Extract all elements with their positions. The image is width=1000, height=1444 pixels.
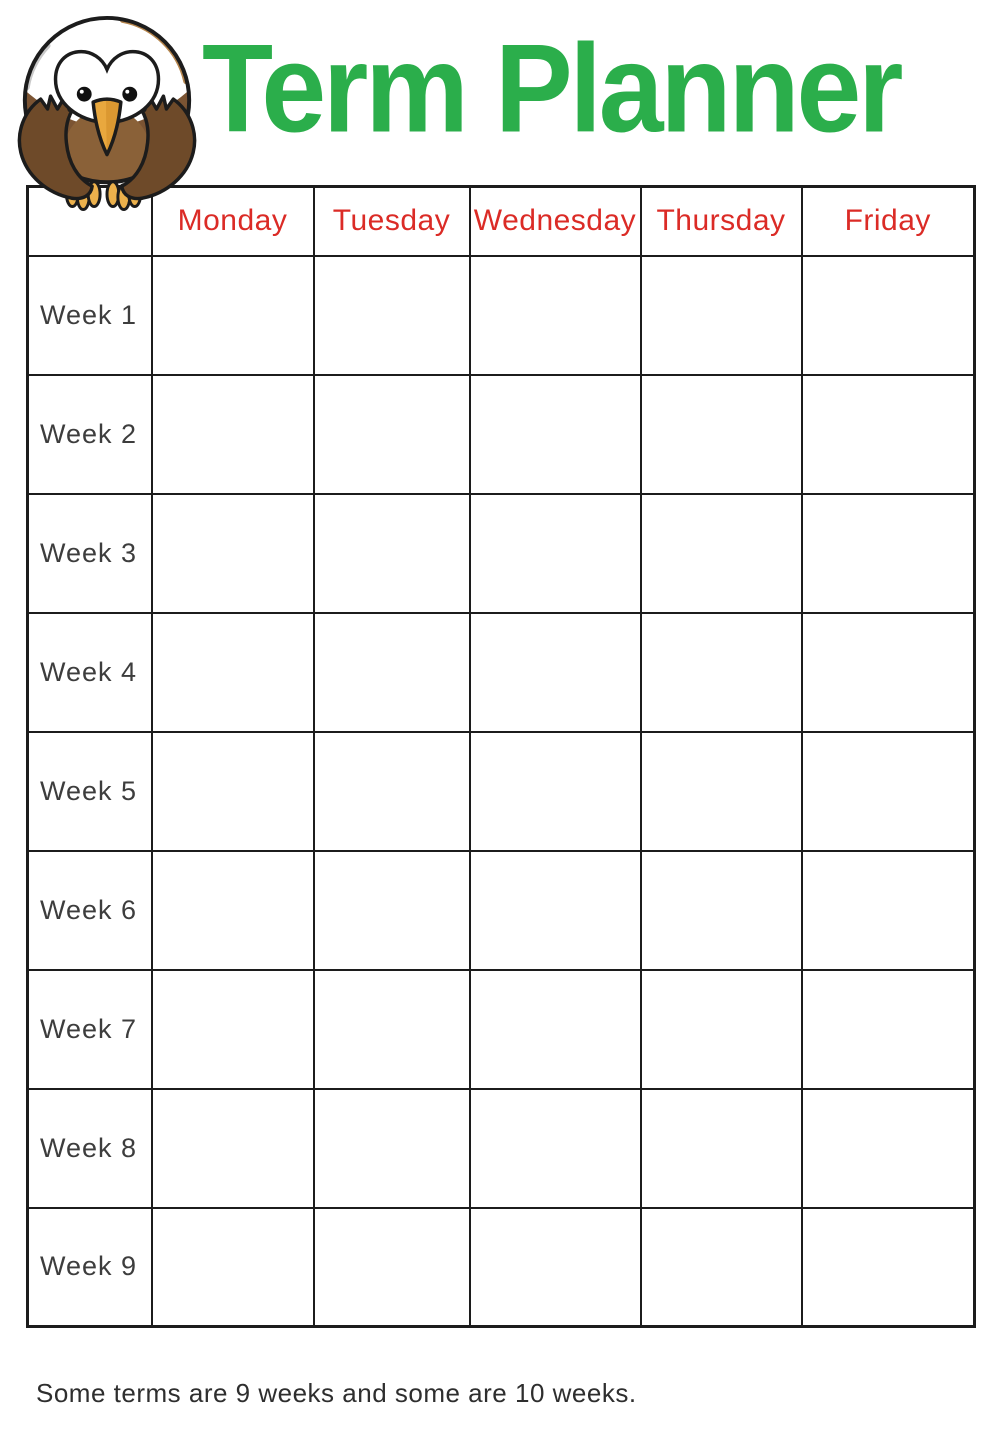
planner-cell [802, 375, 975, 494]
planner-cell [470, 732, 641, 851]
page-title: Term Planner [202, 18, 901, 159]
planner-cell [802, 732, 975, 851]
planner-cell [314, 732, 470, 851]
planner-cell [314, 494, 470, 613]
week-row [28, 970, 975, 1089]
day-header-thursday: Thursday [641, 187, 802, 256]
planner-cell [152, 851, 314, 970]
footer-note: Some terms are 9 weeks and some are 10 weeks. [36, 1378, 637, 1408]
planner-cell [641, 732, 802, 851]
week-label: Week 3 [28, 494, 152, 613]
eagle-eye-left [77, 87, 92, 102]
planner-cell [802, 494, 975, 613]
week-label: Week 9 [28, 1208, 152, 1327]
planner-cell [152, 613, 314, 732]
planner-cell [641, 1208, 802, 1327]
week-row [28, 851, 975, 970]
planner-cell [314, 375, 470, 494]
day-header-wednesday: Wednesday [470, 187, 641, 256]
planner-cell [314, 613, 470, 732]
planner-cell [802, 613, 975, 732]
planner-cell [314, 970, 470, 1089]
planner-cell [802, 1208, 975, 1327]
day-header-friday: Friday [802, 187, 975, 256]
planner-cell [641, 494, 802, 613]
planner-cell [641, 613, 802, 732]
planner-cell [152, 494, 314, 613]
planner-cell [152, 1208, 314, 1327]
week-label: Week 6 [28, 851, 152, 970]
planner-cell [314, 256, 470, 375]
planner-cell [802, 851, 975, 970]
planner-cell [152, 1089, 314, 1208]
planner-cell [641, 375, 802, 494]
week-row [28, 494, 975, 613]
planner-cell [152, 732, 314, 851]
week-label: Week 7 [28, 970, 152, 1089]
planner-cell [641, 1089, 802, 1208]
week-label: Week 8 [28, 1089, 152, 1208]
planner-cell [470, 494, 641, 613]
week-row [28, 732, 975, 851]
planner-cell [314, 1089, 470, 1208]
planner-cell [802, 970, 975, 1089]
day-header-tuesday: Tuesday [314, 187, 470, 256]
planner-cell [152, 970, 314, 1089]
planner-cell [470, 851, 641, 970]
planner-cell [802, 1089, 975, 1208]
term-planner-table [26, 185, 976, 1328]
planner-cell [641, 851, 802, 970]
planner-cell [314, 1208, 470, 1327]
week-row [28, 256, 975, 375]
week-label: Week 1 [28, 256, 152, 375]
planner-cell [641, 970, 802, 1089]
planner-cell [802, 256, 975, 375]
week-label: Week 2 [28, 375, 152, 494]
planner-cell [470, 970, 641, 1089]
week-row [28, 375, 975, 494]
day-header-monday: Monday [152, 187, 314, 256]
planner-cell [470, 1089, 641, 1208]
planner-cell [314, 851, 470, 970]
week-label: Week 5 [28, 732, 152, 851]
week-row [28, 1208, 975, 1327]
eagle-mascot-icon [8, 6, 206, 214]
planner-cell [152, 375, 314, 494]
planner-cell [470, 1208, 641, 1327]
planner-cell [152, 256, 314, 375]
week-label: Week 4 [28, 613, 152, 732]
eagle-eye-right [122, 87, 137, 102]
planner-cell [470, 613, 641, 732]
planner-cell [470, 375, 641, 494]
week-row [28, 613, 975, 732]
planner-cell [470, 256, 641, 375]
planner-cell [641, 256, 802, 375]
week-row [28, 1089, 975, 1208]
